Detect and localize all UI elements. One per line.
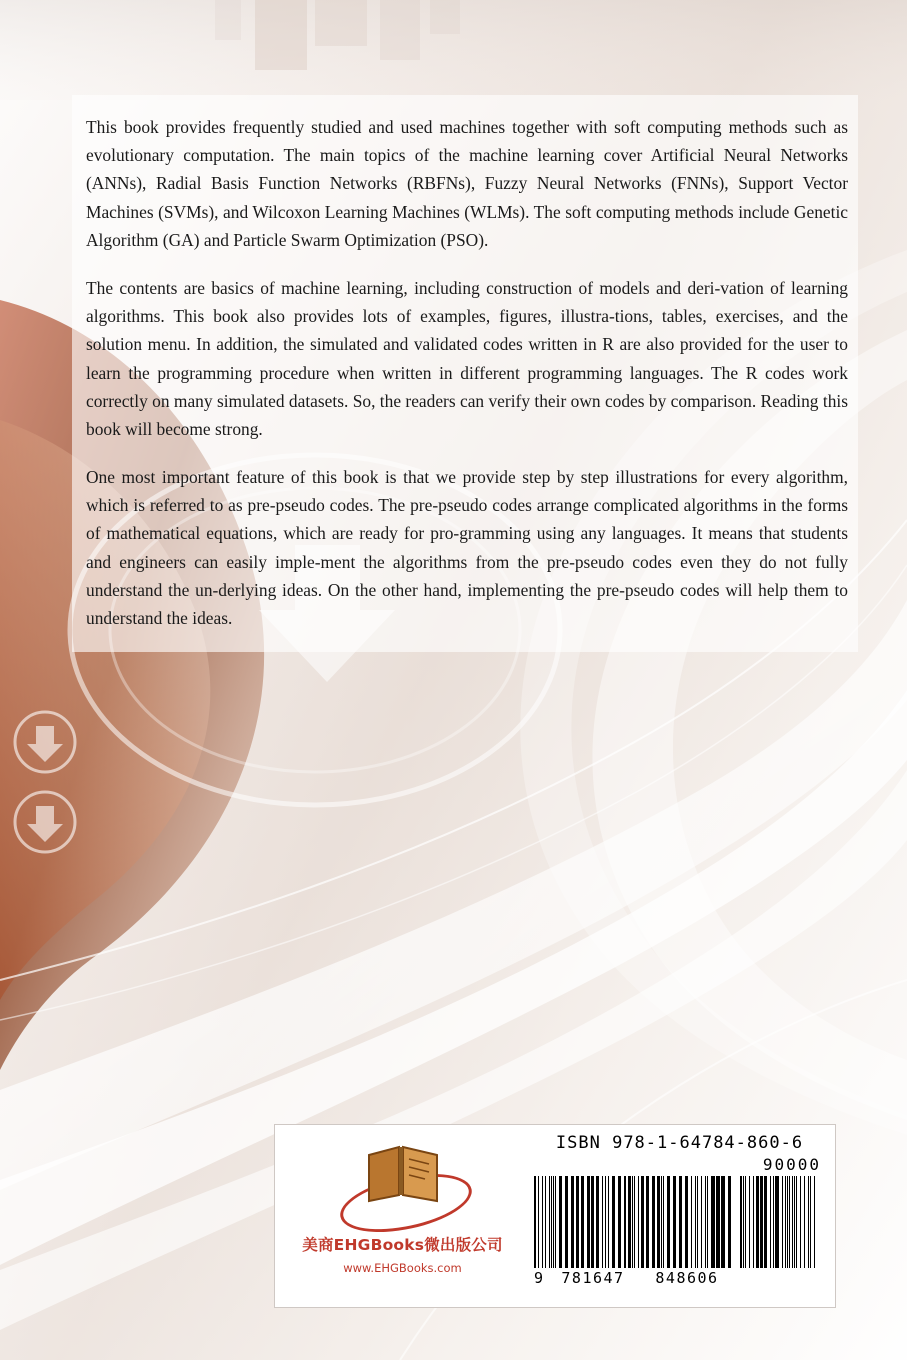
- book-icon: [365, 1143, 441, 1205]
- ean13-right-group: 848606: [655, 1269, 719, 1287]
- publisher-logo: [333, 1135, 473, 1231]
- publisher-block: [275, 1125, 530, 1307]
- publisher-name: 美商EHGBooks微出版公司: [302, 1236, 503, 1254]
- blurb-paragraph-2: The contents are basics of machine learning, including construction of models and deri-vation of learning algorithms. This book also provides lots of examples, figures, illustra-tions, tables, exercises, and the solution menu. In addition, the simulated and validated codes written in R are also provided for the user to learn the programming procedure when written in different programming languages. The R codes work correctly on many simulated datasets. So, the readers can verify their own codes by comparison. Reading this book will become strong.: [86, 277, 848, 439]
- footer-barcode-block: [274, 1124, 836, 1308]
- addon-digits-row: [534, 1155, 825, 1174]
- decorative-squares: [215, 0, 685, 100]
- ean5-barcode: [740, 1176, 818, 1268]
- addon-digits: 90000: [762, 1155, 821, 1174]
- blurb-paragraph-1: This book provides frequently studied and used machines together with soft computing methods such as evolutionary computation. The main topics of the machine learning cover Artificial Neural Networks (ANNs), Radial Basis Function Networks (RBFNs), Fuzzy Neural Networks (FNNs), Support Vector Machines (SVMs), and Wilcoxon Learning Machines (WLMs). The soft computing methods include Genetic Algorithm (GA) and Particle Swarm Optimization (PSO).: [86, 117, 848, 250]
- ean13-left-group: 781647: [561, 1269, 625, 1287]
- ean13-lead-digit: 9: [534, 1269, 545, 1287]
- barcode-bars-row: [534, 1176, 825, 1287]
- barcode-area: [530, 1125, 835, 1307]
- blurb-paragraph-3: One most important feature of this book is that we provide step by step illustrations for every algorithm, which is referred to as pre-pseudo codes. The pre-pseudo codes arrange complicated algorithms in the forms of mathematical equations, which are ready for pro-gramming using any languages. It means that students and engineers can easily imple-ment the algorithms from the pre-pseudo codes even they do not fully understand the un-derlying ideas. On the other hand, implementing the pre-pseudo codes will help them to understand the ideas.: [86, 467, 848, 628]
- publisher-url[interactable]: www.EHGBooks.com: [343, 1261, 462, 1275]
- isbn-label: ISBN 978-1-64784-860-6: [555, 1133, 804, 1153]
- blurb-text-panel: [72, 95, 858, 652]
- ean13-barcode: [534, 1176, 734, 1287]
- ean13-digits: [534, 1269, 734, 1287]
